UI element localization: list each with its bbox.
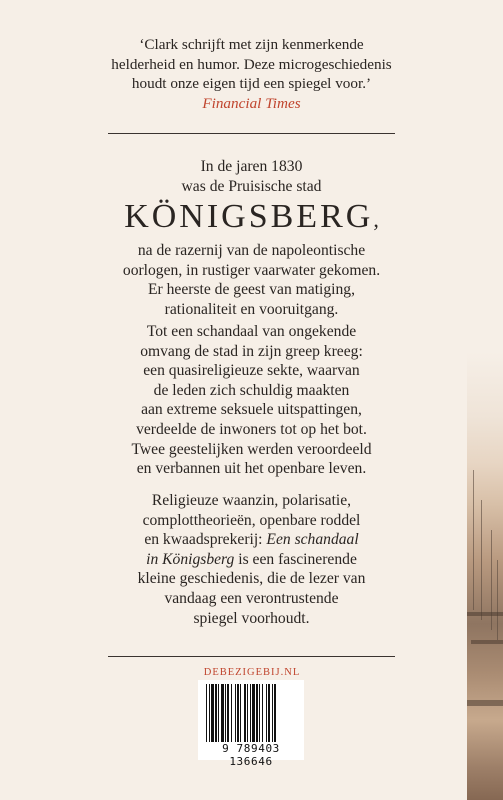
book-title-italic: in Königsberg bbox=[146, 550, 235, 568]
city-title bbox=[40, 196, 463, 241]
divider-top bbox=[108, 133, 395, 134]
blurb-paragraph-2 bbox=[40, 322, 463, 479]
blurb-line bbox=[40, 550, 463, 570]
blurb-paragraph-1 bbox=[40, 157, 463, 320]
blurb-line: Er heerste de geest van matiging, bbox=[148, 281, 355, 299]
publisher-url[interactable]: DEBEZIGEBIJ.NL bbox=[203, 667, 301, 678]
barcode-panel bbox=[198, 680, 304, 768]
barcode-icon bbox=[206, 684, 296, 742]
city-name: KÖNIGSBERG bbox=[124, 198, 374, 236]
divider-bottom bbox=[108, 656, 395, 657]
blurb-line: In de jaren 1830 bbox=[200, 158, 303, 175]
quote-line: helderheid en humor. Deze microgeschiedenis bbox=[111, 55, 392, 73]
press-quote bbox=[60, 35, 443, 113]
blurb-line: complottheorieën, openbare roddel bbox=[142, 511, 361, 529]
blurb-line: aan extreme seksuele uitspattingen, bbox=[141, 401, 362, 419]
book-title-italic: Een schandaal bbox=[266, 531, 359, 549]
blurb-line: de leden zich schuldig maakten bbox=[153, 381, 350, 399]
blurb-fragment: is een fascinerende bbox=[234, 550, 357, 568]
quote-line: houdt onze eigen tijd een spiegel voor.’ bbox=[131, 75, 372, 92]
quote-line: ‘Clark schrijft met zijn kenmerkende bbox=[139, 36, 364, 53]
blurb-line: rationaliteit en vooruitgang. bbox=[164, 300, 339, 318]
blurb-paragraph-3 bbox=[40, 491, 463, 628]
blurb-line: een quasireligieuze sekte, waarvan bbox=[143, 362, 360, 380]
isbn-number: 9 789403 136646 bbox=[222, 742, 280, 768]
quote-source: Financial Times bbox=[202, 94, 301, 112]
blurb-line: en verbannen uit het openbare leven. bbox=[136, 460, 367, 478]
blurb-line: vandaag een verontrustende bbox=[164, 589, 339, 607]
blurb-line bbox=[40, 530, 463, 550]
cover-painting-strip bbox=[467, 0, 503, 800]
blurb-line: spiegel voorhoudt. bbox=[193, 609, 310, 627]
blurb-line: kleine geschiedenis, die de lezer van bbox=[137, 570, 366, 588]
blurb-line: na de razernij van de napoleontische bbox=[137, 242, 366, 260]
blurb-line: Religieuze waanzin, polarisatie, bbox=[151, 492, 352, 509]
blurb-line: oorlogen, in rustiger vaarwater gekomen. bbox=[122, 261, 381, 279]
blurb-line: was de Pruisische stad bbox=[181, 177, 322, 195]
blurb-line: Tot een schandaal van ongekende bbox=[146, 323, 357, 340]
blurb-fragment: en kwaadsprekerij: bbox=[144, 531, 267, 549]
blurb-line: Twee geestelijken werden veroordeeld bbox=[131, 440, 372, 458]
blurb-line: omvang de stad in zijn greep kreeg: bbox=[140, 342, 363, 360]
blurb-line: verdeelde de inwoners tot op het bot. bbox=[136, 420, 367, 438]
city-punct: , bbox=[373, 207, 379, 233]
